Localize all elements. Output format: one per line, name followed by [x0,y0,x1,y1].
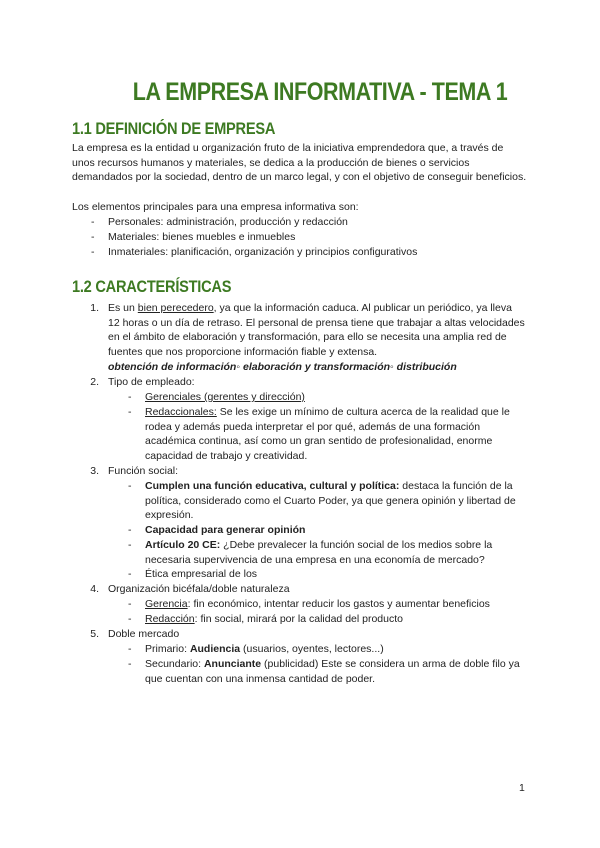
list-item-two-headed: Organización bicéfala/doble naturaleza [108,583,290,595]
newsroom-text: : fin social, mirará por la calidad del producto [194,613,403,625]
sub-item-educational [145,479,525,523]
sub-item-opinion: Capacidad para generar opinión [145,524,306,536]
primary-pre: Primario: [145,643,190,655]
element-item: Personales: administración, producción y redacción [108,216,348,228]
bullet-dash: - [91,246,95,258]
secondary-text: (publicidad) Este se considera un arma de doble filo ya que cuentan con una inmensa cantidad de poder. [145,658,520,685]
bullet-dash: - [128,658,132,670]
list-number: 5. [90,628,99,640]
sub-item-newsroom [145,612,403,627]
newsroom-label: Redacción [145,613,195,625]
definition-paragraph: La empresa es la entidad u organización fruto de la iniciativa emprendedora que, a través de unos recursos humanos y materiales, se dedica a la producción de bienes o servicios demandados por la sociedad, dentro de un marco legal, y con el objetivo de conseguir beneficios. [72,142,527,184]
item1-rest: , ya que la información caduca. Al publicar un periódico, ya lleva 12 horas o un día de retraso. El personal de prensa tiene que trabajar a altas velocidades en el ámbito de elaboración y transformación, para ello se necesita una amplia red de fuentes que nos proporcione información fiable y extensa. [108,302,525,358]
management-text: : fin económico, intentar reducir los gastos y aumentar beneficios [187,598,490,610]
bullet-dash: - [91,216,95,228]
info-flow-line: obtención de información◦ elaboración y transformación◦ distribución [108,361,457,373]
item1-underlined: bien perecedero [137,302,214,314]
list-number: 3. [90,465,99,477]
sub-item-article-20 [145,538,525,567]
bullet-dash: - [128,539,132,551]
bullet-dash: - [128,613,132,625]
section-heading-definition: 1.1 DEFINICIÓN DE EMPRESA [72,119,276,138]
list-number: 1. [90,302,99,314]
sub-item-ethics: Ética empresarial de los [145,568,258,580]
list-number: 4. [90,583,99,595]
item1-pre: Es un [108,302,138,314]
management-label: Gerencia [145,598,188,610]
article-bold: Artículo 20 CE: [145,539,221,551]
bullet-dash: - [128,643,132,655]
list-item-perishable [108,301,526,359]
sub-item-secondary [145,657,530,686]
page-number: 1 [519,782,525,794]
primary-bold: Audiencia [189,643,241,655]
editorial-text: Se les exige un mínimo de cultura acerca de la realidad que le rodea y además pueda interpretar el por qué, además de una formación académica continua, así como un gran sentido de profesionalidad, enorme capacidad de trabajo y creatividad. [145,406,510,462]
bullet-dash: - [128,568,132,580]
sub-item-managerial: Gerenciales (gerentes y dirección) [145,391,305,403]
list-number: 2. [90,376,99,388]
elements-intro: Los elementos principales para una empresa informativa son: [72,201,359,213]
bullet-dash: - [128,391,132,403]
list-item-employee-type: Tipo de empleado: [108,376,195,388]
educational-text: destaca la función de la política, considerado como el Cuarto Poder, ya que genera opinión y libertad de expresión. [145,480,516,522]
bullet-dash: - [128,406,132,418]
bullet-dash: - [128,524,132,536]
element-item: Inmateriales: planificación, organización y principios configurativos [108,246,418,258]
list-item-social-function: Función social: [108,465,179,477]
element-item: Materiales: bienes muebles e inmuebles [108,231,296,243]
sub-item-management [145,597,490,612]
sub-item-editorial [145,405,525,463]
editorial-label: Redaccionales: [145,406,217,418]
sub-item-primary [145,642,384,657]
educational-bold: Cumplen una función educativa, cultural y política: [145,480,400,492]
primary-text: (usuarios, oyentes, lectores...) [240,643,384,655]
secondary-pre: Secundario: [145,658,204,670]
section-heading-characteristics: 1.2 CARACTERÍSTICAS [72,277,232,296]
bullet-dash: - [128,480,132,492]
article-text: ¿Debe prevalecer la función social de los medios sobre la necesaria supervivencia de una empresa en una economía de mercado? [145,539,493,566]
bullet-dash: - [128,598,132,610]
list-item-double-market: Doble mercado [108,628,180,640]
bullet-dash: - [91,231,95,243]
document-title: LA EMPRESA INFORMATIVA - TEMA 1 [132,78,508,106]
secondary-bold: Anunciante [203,658,262,670]
